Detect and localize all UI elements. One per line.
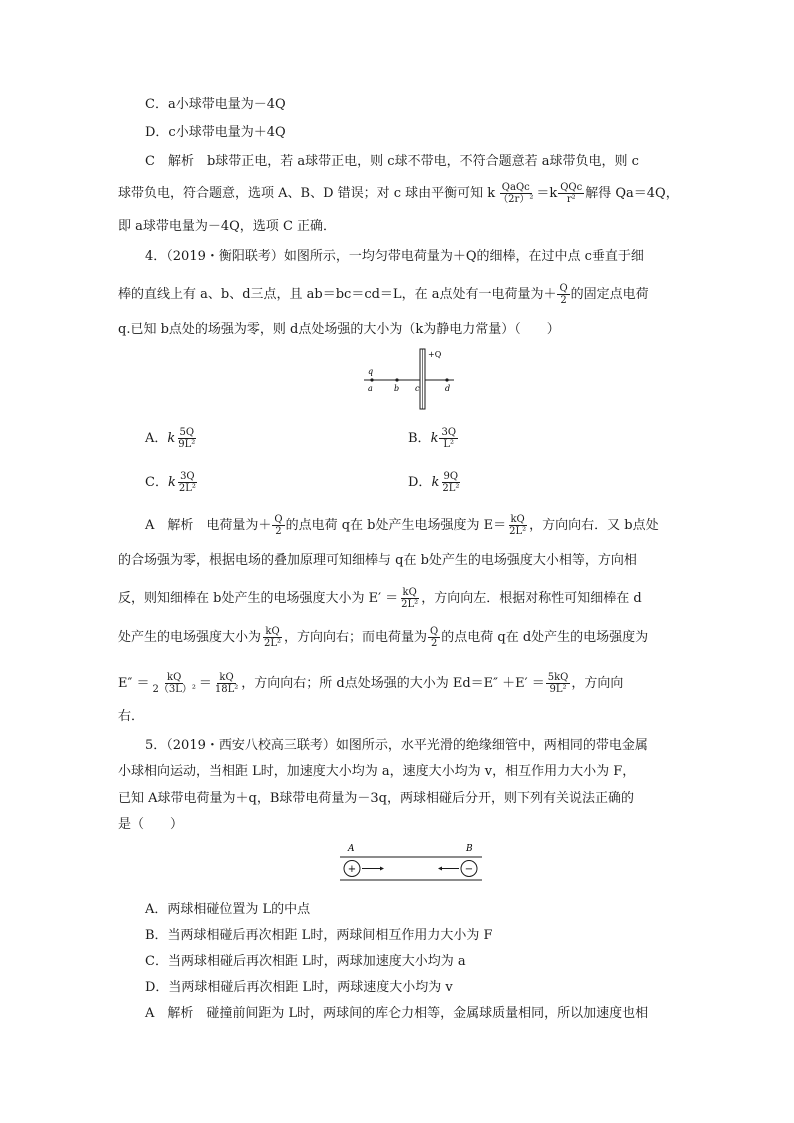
rod-label: +Q (428, 350, 442, 359)
answer-line: 球带负电，符合题意，选项 A、B、D 错误；对 c 球由平衡可知 k $\frac{\text{QaQc}}{\text{（2r）²}}$ ＝k $\frac{\text{QQc}}{\text{r²}}$ 解得 Qa＝4Q， (118, 182, 679, 205)
option-d: D．c小球带电量为＋4Q (145, 125, 286, 140)
answer-line: 处产生的电场强度大小为 $\frac{kQ}{\text{2L²}}$ ，方向向右；而电荷量为 $\frac{Q}{2}$ 的点电荷 q在 d处产生的电场强度为 (118, 626, 649, 649)
option-a: A．k $\frac{5Q}{\text{9L²}}$ (145, 427, 196, 450)
tube-diagram (336, 838, 486, 886)
point-c-label: c (415, 384, 420, 393)
rod-diagram (360, 343, 460, 413)
question-5-stem: 已知 A球带电荷量为＋q，B球带电荷量为－3q，两球相碰后分开，则下列有关说法正确的 (118, 791, 634, 806)
answer-line: 的合场强为零，根据电场的叠加原理可知细棒与 q在 b处产生的电场强度大小相等，方向相 (118, 553, 637, 568)
option-c: C．k $\frac{3Q}{\text{2L²}}$ (145, 471, 196, 494)
point-b (395, 378, 398, 381)
question-4-stem: 棒的直线上有 a、b、d三点，且 ab＝bc＝cd＝L，在 a点处有一电荷量为＋ $\frac{Q}{2}$ 的固定点电荷 (118, 283, 649, 306)
ball-a-label: A (348, 844, 355, 854)
option-c: C．a小球带电量为－4Q (145, 97, 286, 112)
option-d: D．k $\frac{9Q}{\text{2L²}}$ (408, 471, 460, 494)
question-5-stem: 5．（2019・西安八校高三联考）如图所示，水平光滑的绝缘细管中，两相同的带电金属 (145, 738, 648, 753)
option-a: A．两球相碰位置为 L的中点 (145, 902, 311, 917)
answer-line: E″ ＝ $\frac{kQ}{\text{2（3L）²}}$ ＝ $\frac{kQ}{\text{18L²}}$ ，方向向右；所 d点处场强的大小为 Ed＝E″ ＋E′ ＝ $\frac{5kQ}{\text{9L²}}$ ，方向向 (118, 672, 624, 695)
answer-line: 即 a球带电量为－4Q，选项 C 正确． (118, 219, 337, 234)
fraction: $\frac{\text{QaQc}}{\text{（2r）²}}$ (498, 182, 534, 205)
fraction: $\frac{\text{QQc}}{\text{r²}}$ (560, 182, 583, 205)
answer-line: A 解析 电荷量为＋ $\frac{Q}{2}$ 的点电荷 q在 b处产生电场强度为 E＝ $\frac{kQ}{\text{2L²}}$ ，方向向右．又 b点处 (145, 514, 659, 537)
question-5-stem: 是（ ） (118, 817, 184, 832)
ball-b-label: B (466, 844, 473, 854)
charge-label: q (368, 367, 374, 376)
option-b: B．当两球相碰后再次相距 L时，两球间相互作用力大小为 F (145, 928, 493, 943)
answer-line: A 解析 碰撞前间距为 L时，两球间的库仑力相等，金属球质量相同，所以加速度也相 (145, 1006, 649, 1021)
answer-line: 右． (118, 709, 145, 724)
question-4-stem: q.已知 b点处的场强为零，则 d点处场强的大小为（k为静电力常量）（ ） (118, 322, 560, 337)
answer-line: 反，则知细棒在 b处产生的电场强度大小为 E′ ＝ $\frac{kQ}{\text{2L²}}$ ，方向向左．根据对称性可知细棒在 d (118, 587, 642, 610)
question-5-stem: 小球相向运动，当相距 L时，加速度大小均为 a，速度大小均为 v，相互作用力大小为 F， (118, 764, 636, 779)
question-4-stem: 4．（2019・衡阳联考）如图所示，一均匀带电荷量为＋Q的细棒，在过中点 c垂直于细 (145, 249, 644, 264)
option-c: C．当两球相碰后再次相距 L时，两球加速度大小均为 a (145, 954, 466, 969)
answer-line: C 解析 b球带正电，若 a球带正电，则 c球不带电，不符合题意若 a球带负电，则 c (145, 154, 639, 169)
ball-b-sign: − (464, 864, 474, 875)
point-a-label: a (368, 384, 373, 393)
fraction: $\frac{Q}{2}$ (559, 283, 568, 306)
option-d: D．当两球相碰后再次相距 L时，两球速度大小均为 v (145, 980, 453, 995)
point-a (370, 378, 373, 381)
point-d (445, 378, 448, 381)
point-b-label: b (394, 384, 400, 393)
ball-a-sign: + (347, 864, 357, 875)
point-d-label: d (445, 384, 451, 393)
option-b: B．k $\frac{3Q}{\text{L²}}$ (408, 427, 457, 450)
